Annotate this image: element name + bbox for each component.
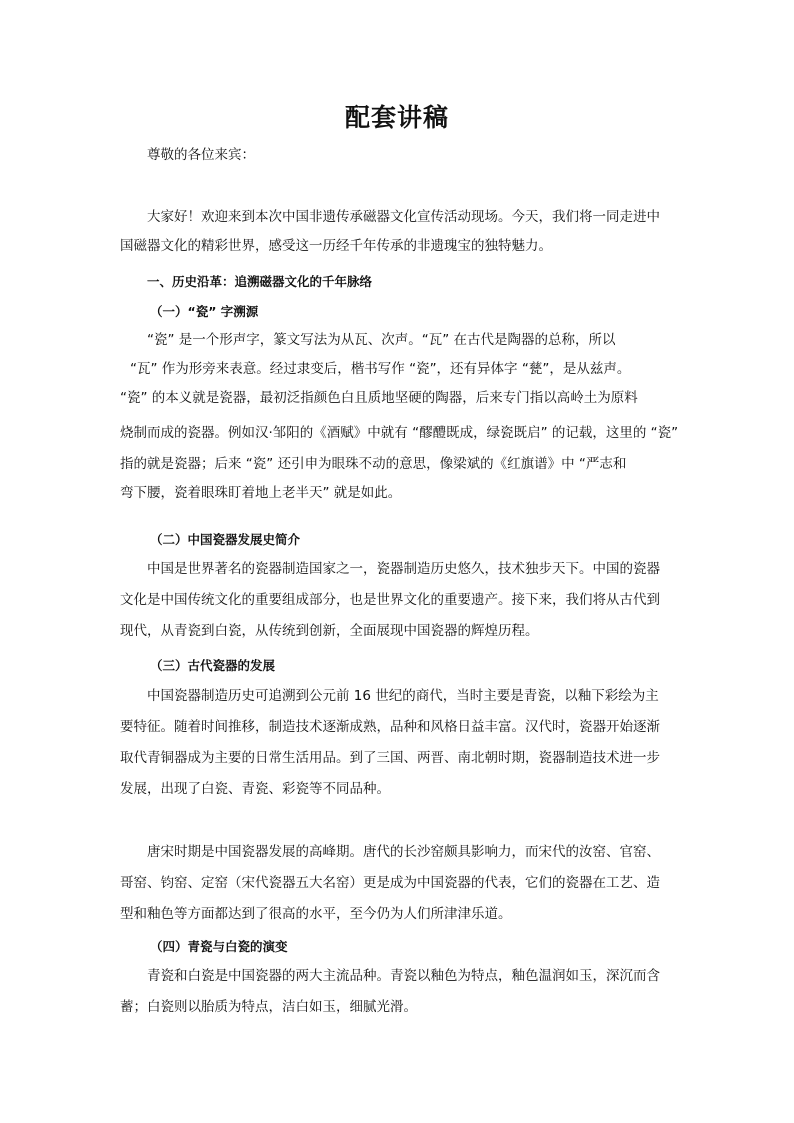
text-line: “瓷” 的本义就是瓷器，最初泛指颜色白且质地坚硬的陶器，后来专门指以高岭土为原料	[120, 390, 638, 406]
text-line: 蓄；白瓷则以胎质为特点，洁白如玉，细腻光滑。	[120, 999, 417, 1015]
page-title: 配套讲稿	[344, 103, 449, 132]
text-line: 型和釉色等方面都达到了很高的水平，至今仍为人们所津津乐道。	[120, 906, 512, 922]
text-line: 取代青铜器成为主要的日常生活用品。到了三国、两晋、南北朝时期，瓷器制造技术进一步	[120, 750, 660, 766]
text-line: 大家好！欢迎来到本次中国非遗传承磁器文化宣传活动现场。今天，我们将一同走进中	[147, 209, 660, 225]
greeting: 尊敬的各位来宾：	[147, 147, 255, 163]
text-line: 发展，出现了白瓷、青瓷、彩瓷等不同品种。	[120, 781, 390, 797]
subheading-character-origin: （一）“瓷” 字溯源	[150, 304, 259, 319]
subheading-history-intro: （二）中国瓷器发展史简介	[150, 532, 301, 547]
subheading-celadon-white: （四）青瓷与白瓷的演变	[150, 939, 288, 954]
text-line: 烧制而成的瓷器。例如汉·邹阳的《酒赋》中就有 “醪醴既成，绿瓷既启” 的记载，这里的 “瓷”	[120, 425, 679, 441]
text-line: 中国瓷器制造历史可追溯到公元前 16 世纪的商代，当时主要是青瓷，以釉下彩绘为主	[147, 688, 659, 704]
subheading-ancient-development: （三）古代瓷器的发展	[150, 658, 276, 673]
text-line: “瓦” 作为形旁来表意。经过隶变后，楷书写作 “瓷”，还有异体字 “甆”，是从兹声。	[130, 361, 631, 377]
character-origin-paragraph	[120, 326, 680, 508]
intro-paragraph	[120, 203, 680, 261]
ancient-development-paragraph	[120, 682, 680, 804]
text-line: 中国是世界著名的瓷器制造国家之一，瓷器制造历史悠久，技术独步天下。中国的瓷器	[147, 561, 660, 577]
text-line: “瓷” 是一个形声字，篆文写法为从瓦、次声。“瓦” 在古代是陶器的总称，所以	[147, 332, 616, 348]
celadon-white-paragraph	[120, 962, 680, 1022]
text-line: 哥窑、钧窑、定窑（宋代瓷器五大名窑）更是成为中国瓷器的代表，它们的瓷器在工艺、造	[120, 875, 660, 891]
text-line: 弯下腰，瓷着眼珠盯着地上老半天” 就是如此。	[120, 485, 402, 501]
text-line: 唐宋时期是中国瓷器发展的高峰期。唐代的长沙窑颇具影响力，而宋代的汝窑、官窑、	[147, 844, 660, 860]
text-line: 青瓷和白瓷是中国瓷器的两大主流品种。青瓷以釉色为特点，釉色温润如玉，深沉而含	[147, 968, 660, 984]
section-heading-history: 一、历史沿革：追溯磁器文化的千年脉络	[147, 274, 373, 289]
text-line: 国磁器文化的精彩世界，感受这一历经千年传承的非遗瑰宝的独特魅力。	[120, 238, 552, 254]
tang-song-paragraph	[120, 838, 680, 929]
text-line: 指的就是瓷器；后来 “瓷” 还引申为眼珠不动的意思，像梁斌的《红旗谱》中 “严志和	[120, 456, 627, 472]
text-line: 文化是中国传统文化的重要组成部分，也是世界文化的重要遗产。接下来，我们将从古代到	[120, 592, 660, 608]
text-line: 现代，从青瓷到白瓷，从传统到创新，全面展现中国瓷器的辉煌历程。	[120, 623, 539, 639]
history-intro-paragraph	[120, 555, 680, 646]
text-line: 要特征。随着时间推移，制造技术逐渐成熟，品种和风格日益丰富。汉代时，瓷器开始逐渐	[120, 719, 660, 735]
